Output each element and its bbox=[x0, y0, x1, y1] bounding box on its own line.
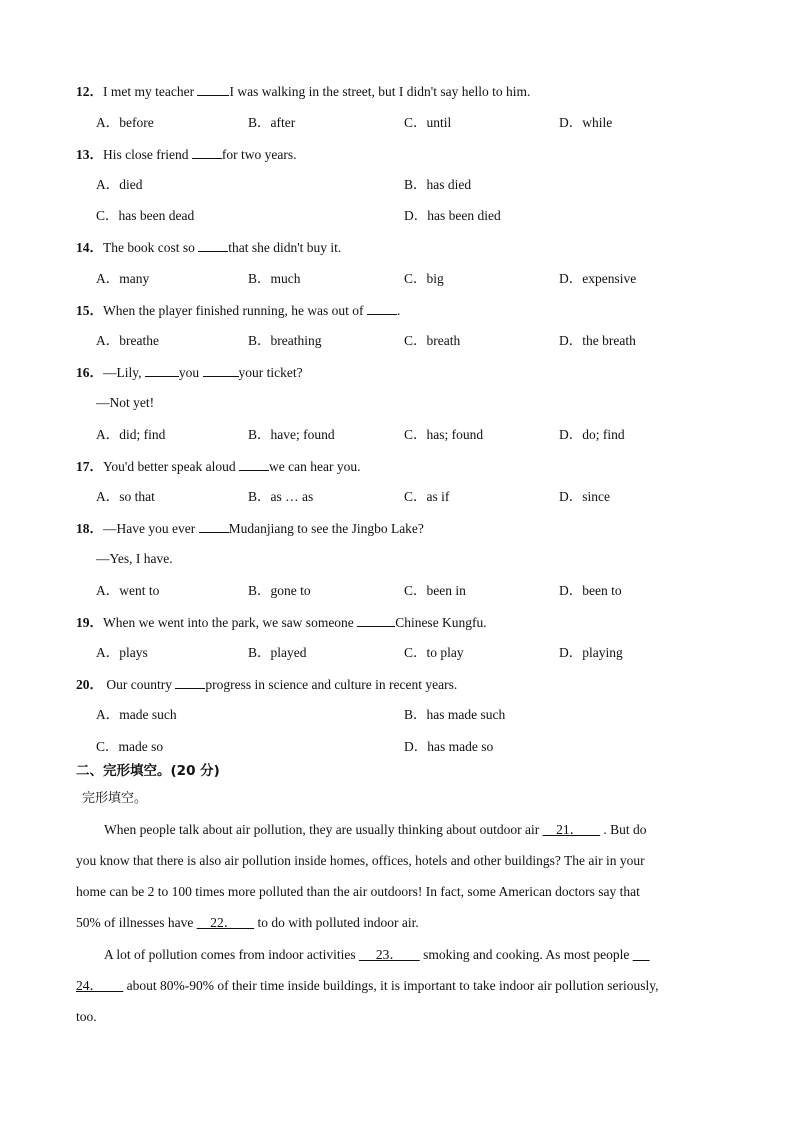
question-20 bbox=[76, 675, 457, 694]
option-b[interactable]: B．has made such bbox=[404, 707, 506, 722]
passage-line: home can be 2 to 100 times more polluted than the air outdoors! In fact, some American doctors say that bbox=[76, 884, 640, 899]
passage-text: A lot of pollution comes from indoor activities bbox=[104, 947, 359, 962]
question-text-post: progress in science and culture in recent years. bbox=[205, 677, 458, 692]
answer-blank bbox=[145, 363, 179, 377]
option-c[interactable]: C．has; found bbox=[404, 427, 484, 442]
option-a[interactable]: A．did; find bbox=[96, 427, 166, 442]
option-b[interactable]: B．after bbox=[248, 115, 296, 130]
question-text-post: Mudanjiang to see the Jingbo Lake? bbox=[228, 521, 424, 536]
option-b[interactable]: B．gone to bbox=[248, 583, 311, 598]
answer-blank bbox=[239, 457, 269, 471]
question-text-post: that she didn't buy it. bbox=[228, 240, 342, 255]
question-text-pre: When we went into the park, we saw someone bbox=[103, 615, 358, 630]
passage-line bbox=[76, 914, 419, 932]
option-d[interactable]: D．since bbox=[559, 489, 610, 504]
option-d[interactable]: D．has been died bbox=[404, 208, 501, 223]
option-d[interactable]: D．the breath bbox=[559, 333, 636, 348]
question-text-pre: I met my teacher bbox=[103, 84, 198, 99]
passage-line: too. bbox=[76, 1009, 97, 1024]
option-a[interactable]: A．made such bbox=[96, 707, 177, 722]
option-d[interactable]: D．while bbox=[559, 115, 613, 130]
passage-line bbox=[104, 821, 647, 839]
answer-blank bbox=[175, 675, 205, 689]
option-c[interactable]: C．has been dead bbox=[96, 208, 195, 223]
option-b[interactable]: B．breathing bbox=[248, 333, 322, 348]
question-18 bbox=[76, 519, 424, 538]
option-c[interactable]: C．until bbox=[404, 115, 452, 130]
cloze-blank-24: 24． bbox=[76, 978, 124, 993]
question-text-pre: Our country bbox=[103, 677, 176, 692]
question-15 bbox=[76, 301, 400, 320]
question-number: 19． bbox=[76, 615, 103, 630]
option-c[interactable]: C．breath bbox=[404, 333, 461, 348]
option-d[interactable]: D．has made so bbox=[404, 739, 494, 754]
cloze-blank-24-start bbox=[633, 947, 650, 962]
answer-blank bbox=[192, 145, 222, 159]
cloze-blank-23: 23． bbox=[358, 947, 420, 962]
option-b[interactable]: B．as … as bbox=[248, 489, 314, 504]
question-14 bbox=[76, 238, 341, 257]
question-19 bbox=[76, 613, 487, 632]
option-a[interactable]: A．died bbox=[96, 177, 143, 192]
passage-line bbox=[104, 946, 650, 964]
option-c[interactable]: C．to play bbox=[404, 645, 464, 660]
passage-text: When people talk about air pollution, they are usually thinking about outdoor air bbox=[104, 822, 543, 837]
option-c[interactable]: C．as if bbox=[404, 489, 450, 504]
option-c[interactable]: C．made so bbox=[96, 739, 164, 754]
question-text-pre: His close friend bbox=[103, 147, 192, 162]
question-number: 16． bbox=[76, 365, 103, 380]
question-17 bbox=[76, 457, 361, 476]
question-text-post: I was walking in the street, but I didn't say hello to him. bbox=[229, 84, 531, 99]
option-c[interactable]: C．big bbox=[404, 271, 444, 286]
option-d[interactable]: D．expensive bbox=[559, 271, 637, 286]
question-number: 17． bbox=[76, 459, 103, 474]
option-d[interactable]: D．playing bbox=[559, 645, 623, 660]
answer-blank bbox=[357, 613, 395, 627]
answer-blank bbox=[367, 301, 397, 315]
option-c[interactable]: C．been in bbox=[404, 583, 466, 598]
question-text-pre: When the player finished running, he was out of bbox=[103, 303, 367, 318]
question-number: 13． bbox=[76, 147, 103, 162]
question-text-post: . bbox=[396, 303, 401, 318]
passage-line: you know that there is also air pollution inside homes, offices, hotels and other buildings? The air in your bbox=[76, 853, 645, 868]
option-a[interactable]: A．before bbox=[96, 115, 154, 130]
passage-text: . But do bbox=[600, 822, 647, 837]
dialogue-reply: —Yes, I have. bbox=[96, 551, 173, 566]
question-13 bbox=[76, 145, 296, 164]
answer-blank bbox=[197, 82, 229, 96]
question-text-mid: you bbox=[178, 365, 203, 380]
question-text-post: for two years. bbox=[221, 147, 297, 162]
question-number: 12． bbox=[76, 84, 103, 99]
option-a[interactable]: A．so that bbox=[96, 489, 155, 504]
passage-line bbox=[76, 977, 659, 995]
question-number: 20． bbox=[76, 677, 103, 692]
passage-text: to do with polluted indoor air. bbox=[254, 915, 419, 930]
option-b[interactable]: B．much bbox=[248, 271, 301, 286]
question-text-post: Chinese Kungfu. bbox=[395, 615, 487, 630]
answer-blank bbox=[203, 363, 239, 377]
section-heading: 二、完形填空。(20 分) bbox=[76, 763, 220, 779]
cloze-blank-22: 22． bbox=[196, 915, 255, 930]
question-text-post: we can hear you. bbox=[269, 459, 361, 474]
option-b[interactable]: B．have; found bbox=[248, 427, 335, 442]
question-number: 18． bbox=[76, 521, 103, 536]
option-b[interactable]: B．played bbox=[248, 645, 307, 660]
passage-text: 50% of illnesses have bbox=[76, 915, 197, 930]
question-12 bbox=[76, 82, 530, 101]
cloze-blank-21: 21． bbox=[542, 822, 601, 837]
question-number: 15． bbox=[76, 303, 103, 318]
option-a[interactable]: A．many bbox=[96, 271, 150, 286]
passage-text: smoking and cooking. As most people bbox=[419, 947, 633, 962]
question-text-pre: —Have you ever bbox=[103, 521, 199, 536]
option-d[interactable]: D．do; find bbox=[559, 427, 625, 442]
question-16 bbox=[76, 363, 303, 382]
passage-text: about 80%-90% of their time inside buildings, it is important to take indoor air pollution seriously, bbox=[123, 978, 659, 993]
question-text-pre: —Lily, bbox=[103, 365, 145, 380]
answer-blank bbox=[199, 519, 229, 533]
option-d[interactable]: D．been to bbox=[559, 583, 622, 598]
option-a[interactable]: A．plays bbox=[96, 645, 148, 660]
section-subtitle: 完形填空。 bbox=[82, 791, 148, 806]
option-b[interactable]: B．has died bbox=[404, 177, 472, 192]
option-a[interactable]: A．breathe bbox=[96, 333, 159, 348]
option-a[interactable]: A．went to bbox=[96, 583, 160, 598]
dialogue-reply: —Not yet! bbox=[96, 395, 155, 410]
question-text-pre: The book cost so bbox=[103, 240, 199, 255]
question-text-post: your ticket? bbox=[238, 365, 303, 380]
question-number: 14． bbox=[76, 240, 103, 255]
question-text-pre: You'd better speak aloud bbox=[103, 459, 240, 474]
answer-blank bbox=[198, 238, 228, 252]
